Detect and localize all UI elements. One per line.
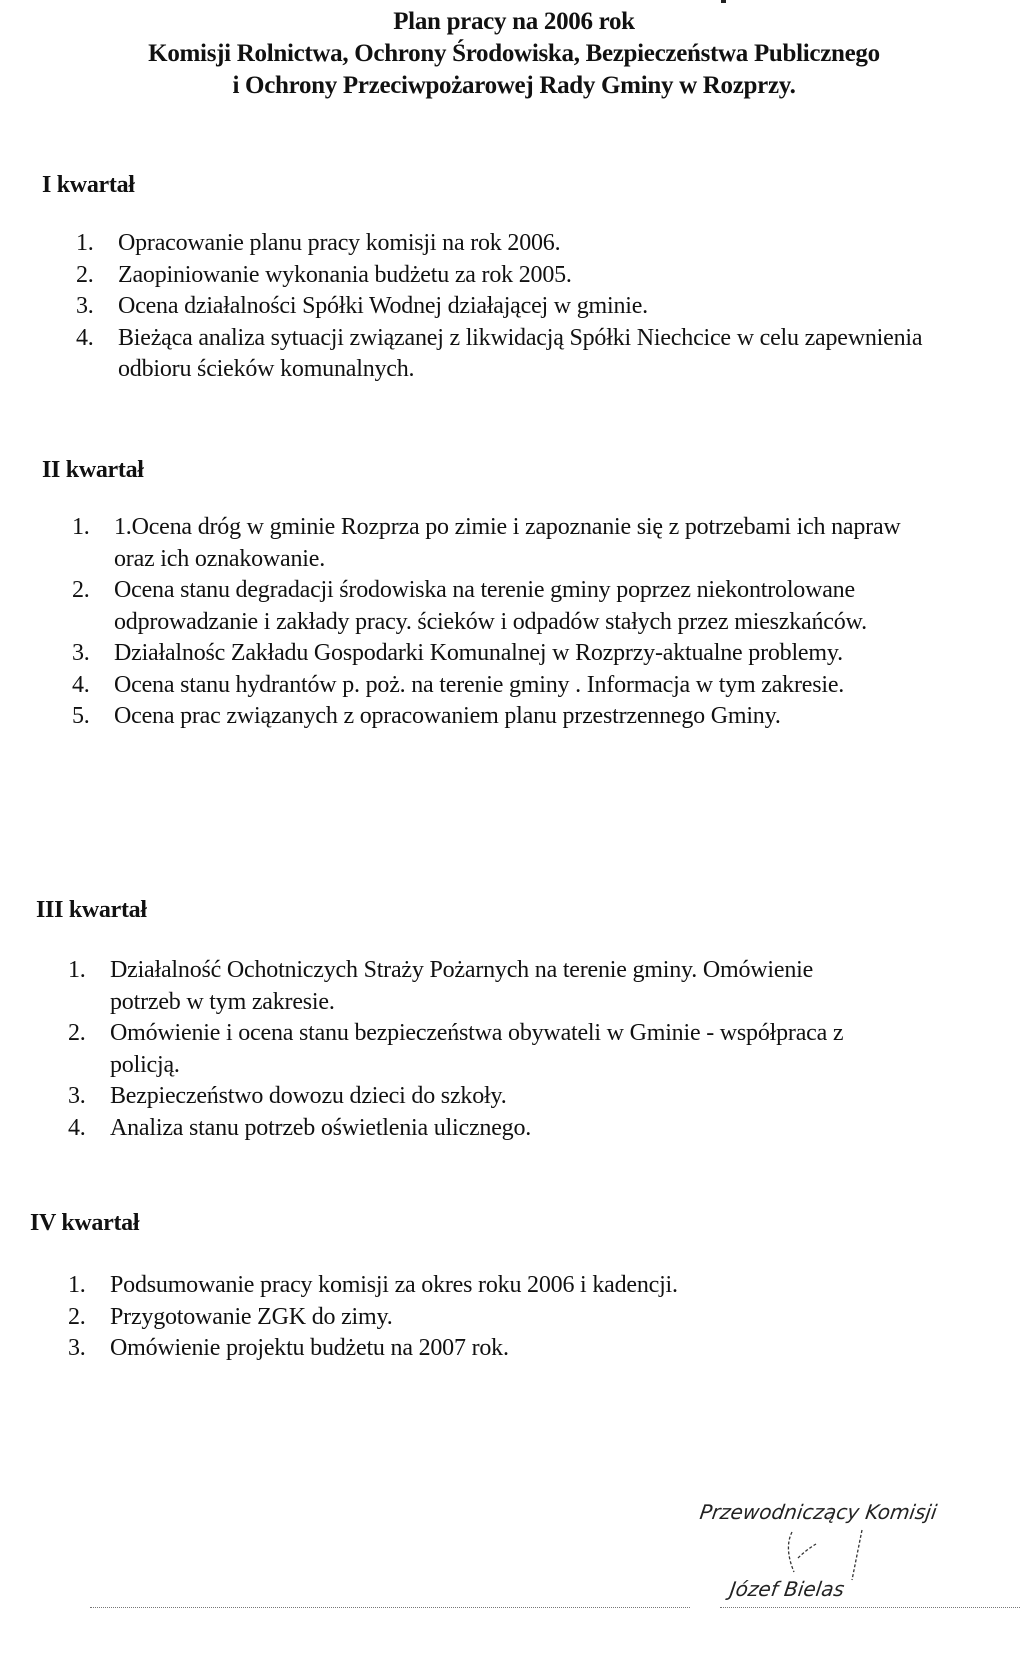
item-number: 3. (72, 640, 90, 666)
list-item (68, 1302, 968, 1334)
list-item (72, 512, 942, 575)
item-number: 1. (68, 957, 86, 983)
section-list-q3 (68, 955, 888, 1144)
list-item (68, 955, 888, 1018)
item-number: 2. (68, 1303, 86, 1330)
item-text: Ocena stanu hydrantów p. poż. na terenie gminy . Informacja w tym zakresie. (114, 671, 845, 698)
list-item (76, 291, 976, 323)
list-item (68, 1018, 888, 1081)
list-item (68, 1270, 968, 1302)
item-number: 4. (76, 324, 94, 351)
item-text: Bieżąca analiza sytuacji związanej z likwidacją Spółki Niechcice w celu zapewnienia odbioru ścieków komunalnych. (118, 324, 923, 382)
section-list-q2 (72, 512, 942, 733)
list-item (68, 1113, 888, 1145)
item-text: Działalnośc Zakładu Gospodarki Komunalnej w Rozprzy-aktualne problemy. (114, 640, 843, 666)
list-item (76, 323, 976, 386)
item-text: Przygotowanie ZGK do zimy. (110, 1303, 393, 1330)
section-list-q1 (76, 228, 976, 386)
item-text: Ocena działalności Spółki Wodnej działającej w gminie. (118, 293, 648, 319)
list-item (72, 575, 942, 638)
section-heading-q3: III kwartał (36, 897, 147, 923)
list-item (72, 670, 942, 702)
list-item (68, 1081, 888, 1113)
item-text: Bezpieczeństwo dowozu dzieci do szkoły. (110, 1083, 507, 1109)
item-number: 3. (76, 293, 94, 319)
signature-name: Józef Bielas (728, 1577, 846, 1601)
list-item (76, 228, 976, 260)
item-number: 5. (72, 703, 90, 729)
item-text: Omówienie i ocena stanu bezpieczeństwa obywateli w Gminie - współpraca z policją. (110, 1020, 844, 1078)
item-text: Podsumowanie pracy komisji za okres roku 2006 i kadencji. (110, 1272, 678, 1298)
document-title (0, 6, 1028, 102)
list-item (72, 638, 942, 670)
item-number: 4. (72, 671, 90, 698)
section-heading-q1: I kwartał (42, 172, 135, 198)
item-number: 2. (68, 1020, 86, 1046)
signature-role: Przewodniczący Komisji (698, 1500, 939, 1524)
item-number: 1. (68, 1272, 86, 1298)
section-list-q4 (68, 1270, 968, 1365)
dotted-line (720, 1607, 1020, 1608)
dotted-line (90, 1607, 690, 1608)
title-line-3: i Ochrony Przeciwpożarowej Rady Gminy w Rozprzy. (232, 72, 796, 99)
title-line-2: Komisji Rolnictwa, Ochrony Środowiska, Bezpieczeństwa Publicznego (148, 40, 880, 67)
item-text: Ocena prac związanych z opracowaniem planu przestrzennego Gminy. (114, 703, 781, 729)
item-number: 3. (68, 1335, 86, 1361)
item-text: Analiza stanu potrzeb oświetlenia ulicznego. (110, 1114, 532, 1141)
item-text: Ocena stanu degradacji środowiska na terenie gminy poprzez niekontrolowane odprowadzanie i zakłady pracy. ścieków i odpadów stałych przez mieszkańców. (114, 577, 867, 635)
list-item (76, 260, 976, 292)
item-number: 3. (68, 1083, 86, 1109)
item-number: 4. (68, 1114, 86, 1141)
list-item (68, 1333, 968, 1365)
item-number: 2. (72, 577, 90, 603)
item-number: 1. (72, 514, 90, 540)
section-heading-q4: IV kwartał (30, 1210, 140, 1236)
list-item (72, 701, 942, 733)
item-text: Omówienie projektu budżetu na 2007 rok. (110, 1335, 509, 1361)
title-line-1: Plan pracy na 2006 rok (393, 8, 635, 35)
item-text: 1.Ocena dróg w gminie Rozprza po zimie i zapoznanie się z potrzebami ich napraw oraz ich oznakowanie. (114, 514, 901, 572)
item-number: 1. (76, 230, 94, 256)
item-text: Opracowanie planu pracy komisji na rok 2006. (118, 230, 561, 256)
section-heading-q2: II kwartał (42, 457, 144, 483)
item-number: 2. (76, 261, 94, 288)
item-text: Działalność Ochotniczych Straży Pożarnych na terenie gminy. Omówienie potrzeb w tym zakresie. (110, 957, 814, 1015)
item-text: Zaopiniowanie wykonania budżetu za rok 2005. (118, 261, 572, 288)
scan-mark (721, 0, 726, 3)
